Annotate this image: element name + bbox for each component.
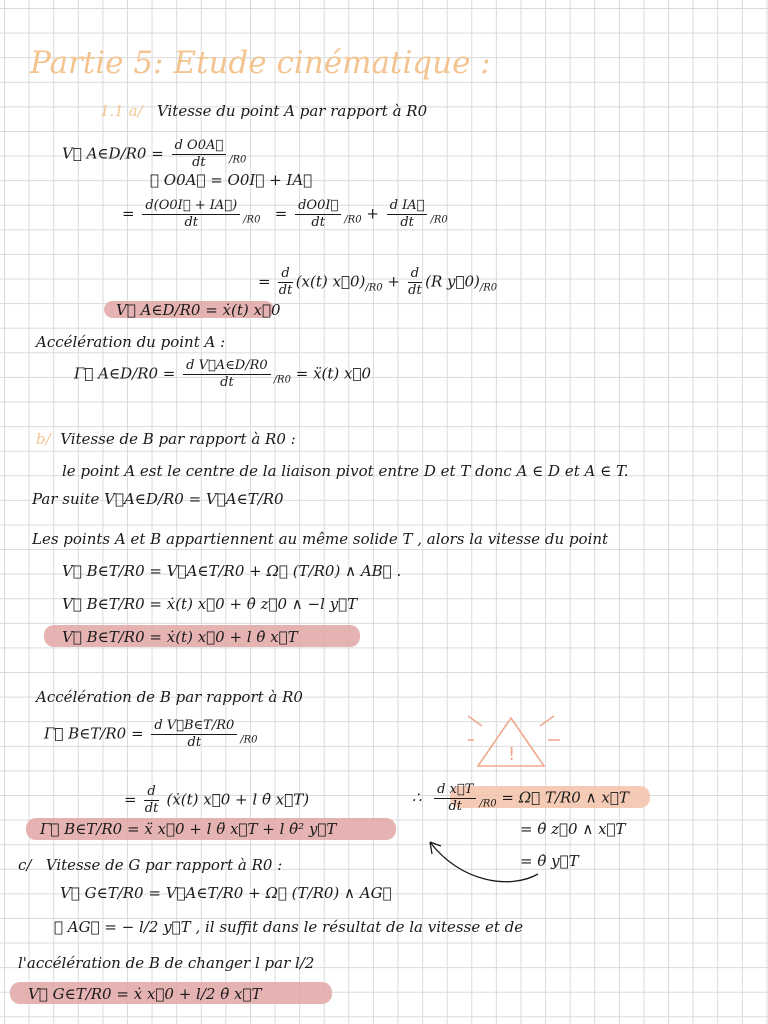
- gamma-b-num: d V⃗B∈T/R0: [151, 718, 237, 735]
- vg-eq1: V⃗ G∈T/R0 = V⃗A∈T/R0 + Ω⃗ (T/R0) ∧ AG⃗: [60, 884, 392, 902]
- va-lhs: V⃗ A∈D/R0 =: [62, 144, 164, 163]
- note-rhs: = Ω⃗ T/R0 ∧ x⃗T: [501, 788, 629, 807]
- vb-eq1: V⃗ B∈T/R0 = V⃗A∈T/R0 + Ω⃗ (T/R0) ∧ AB⃗ .: [62, 562, 402, 580]
- note-line3: = θ̇ y⃗T: [520, 852, 579, 870]
- gamma-a-lhs: Γ⃗ A∈D/R0 =: [74, 364, 176, 383]
- va-step2-frac1: [142, 198, 240, 231]
- gamma-b-step-num: d: [144, 784, 158, 801]
- gamma-b-step: [124, 784, 309, 817]
- gamma-a-fraction: [183, 358, 271, 391]
- vg-line2: l'accélération de B de changer l par l/2: [18, 954, 315, 972]
- gamma-a: [74, 358, 371, 391]
- va-step3-frac2: [408, 266, 422, 299]
- va-step3-eq: =: [258, 272, 271, 291]
- gamma-b-step-den: dt: [144, 801, 159, 816]
- va-result: V⃗ A∈D/R0 = ẋ(t) x⃗0: [116, 301, 281, 319]
- vb-eq2: V⃗ B∈T/R0 = ẋ(t) x⃗0 + θ̇ z⃗0 ∧ −l y⃗T: [62, 595, 358, 613]
- va-step2-den3: dt: [400, 215, 414, 230]
- va-step3-den1: dt: [278, 283, 293, 298]
- accel-a-heading: Accélération du point A :: [36, 333, 226, 351]
- va-step3-frame1: /R0: [365, 282, 383, 294]
- va-step2-frac2: [295, 198, 341, 231]
- gamma-b-step-frac: [144, 784, 158, 817]
- b-text-line1: le point A est le centre de la liaison pivot entre D et T donc A ∈ D et A ∈ T.: [62, 462, 629, 480]
- gamma-b-lhs: Γ⃗ B∈T/R0 =: [44, 724, 144, 743]
- va-step3: [258, 266, 497, 299]
- va-step2-eq: =: [122, 204, 135, 223]
- gamma-b-step-expr: (ẋ(t) x⃗0 + l θ̇ x⃗T): [166, 790, 310, 809]
- va-step3-frame2: /R0: [479, 282, 498, 294]
- va-step3-frac1: [278, 266, 292, 299]
- section-a-heading: Vitesse du point A par rapport à R0: [156, 102, 428, 120]
- curved-arrow-icon: [420, 830, 550, 890]
- note-den: dt: [448, 799, 462, 814]
- va-step2-num2: dO0I⃗: [295, 198, 341, 215]
- va-fraction: [172, 138, 227, 171]
- va-step2-frac3: [387, 198, 428, 231]
- va-step3-den2: dt: [408, 283, 422, 298]
- va-step2-frame2: /R0: [344, 214, 362, 226]
- vb-result: V⃗ B∈T/R0 = ẋ(t) x⃗0 + l θ̇ x⃗T: [62, 628, 298, 646]
- va-step2: [122, 198, 448, 231]
- vg-ag: ∴ AG⃗ = − l/2 y⃗T , il suffit dans le résultat de la vitesse et de: [54, 918, 524, 936]
- section-b-heading-row: [36, 430, 296, 448]
- section-a-number: 1.1 a/: [100, 102, 143, 120]
- va-step2-num3: d IA⃗: [387, 198, 428, 215]
- va-step2-den1: dt: [184, 215, 199, 230]
- va-den: dt: [192, 155, 206, 170]
- va-step3-mid1: (x(t) x⃗0): [295, 272, 366, 291]
- va-definition: [62, 138, 246, 171]
- oa-decomposition: ∴ O0A⃗ = O0I⃗ + IA⃗: [150, 171, 313, 189]
- section-c-heading: Vitesse de G par rapport à R0 :: [45, 856, 283, 874]
- va-step2-frame1: /R0: [243, 214, 261, 226]
- gamma-b-step-eq: =: [124, 790, 137, 809]
- warning-icon: [466, 710, 576, 774]
- va-step2-mid: =: [274, 204, 288, 223]
- section-c-heading-row: [18, 856, 282, 874]
- note-num: d x⃗T: [434, 782, 476, 799]
- note-frame: /R0: [479, 798, 497, 810]
- va-num: d O0A⃗: [172, 138, 227, 155]
- gamma-a-den: dt: [220, 375, 234, 390]
- vg-result: V⃗ G∈T/R0 = ẋ x⃗0 + l/2 θ̇ x⃗T: [28, 985, 262, 1003]
- va-step2-num1: d(O0I⃗ + IA⃗): [142, 198, 240, 215]
- accel-b-heading: Accélération de B par rapport à R0: [36, 688, 303, 706]
- page-title: Partie 5: Etude cinématique :: [30, 45, 491, 81]
- va-step3-num1: d: [278, 266, 292, 283]
- gamma-b-den: dt: [187, 735, 202, 750]
- section-c-number: c/: [18, 856, 32, 874]
- va-step3-plus: +: [387, 272, 400, 291]
- gamma-a-result: = ẍ(t) x⃗0: [295, 364, 372, 383]
- gamma-b-frame: /R0: [240, 734, 258, 746]
- va-step2-plus: +: [366, 204, 379, 223]
- section-b-heading: Vitesse de B par rapport à R0 :: [60, 430, 296, 448]
- va-step2-frame3: /R0: [430, 214, 448, 226]
- section-b-number: b/: [36, 430, 51, 448]
- note-therefore: ∴: [412, 788, 422, 807]
- va-step3-num2: d: [408, 266, 422, 283]
- note-derivative: [412, 782, 629, 815]
- note-line2: = θ̇ z⃗0 ∧ x⃗T: [520, 820, 626, 838]
- warning-mark: !: [508, 744, 516, 765]
- gamma-a-frame: /R0: [273, 374, 291, 386]
- b-text-line2: Par suite V⃗A∈D/R0 = V⃗A∈T/R0: [32, 490, 284, 508]
- section-a-heading-row: [100, 102, 427, 120]
- va-frame: /R0: [229, 154, 247, 166]
- gamma-b: [44, 718, 258, 751]
- va-step2-den2: dt: [311, 215, 325, 230]
- va-step3-mid2: (R y⃗0): [425, 272, 480, 291]
- gamma-a-num: d V⃗A∈D/R0: [183, 358, 271, 375]
- note-fraction: [434, 782, 476, 815]
- gamma-b-result: Γ⃗ B∈T/R0 = ẍ x⃗0 + l θ̈ x⃗T + l θ̇² y⃗T: [40, 820, 337, 838]
- gamma-b-fraction: [151, 718, 237, 751]
- b-text-line3: Les points A et B appartiennent au même solide T , alors la vitesse du point: [32, 530, 609, 548]
